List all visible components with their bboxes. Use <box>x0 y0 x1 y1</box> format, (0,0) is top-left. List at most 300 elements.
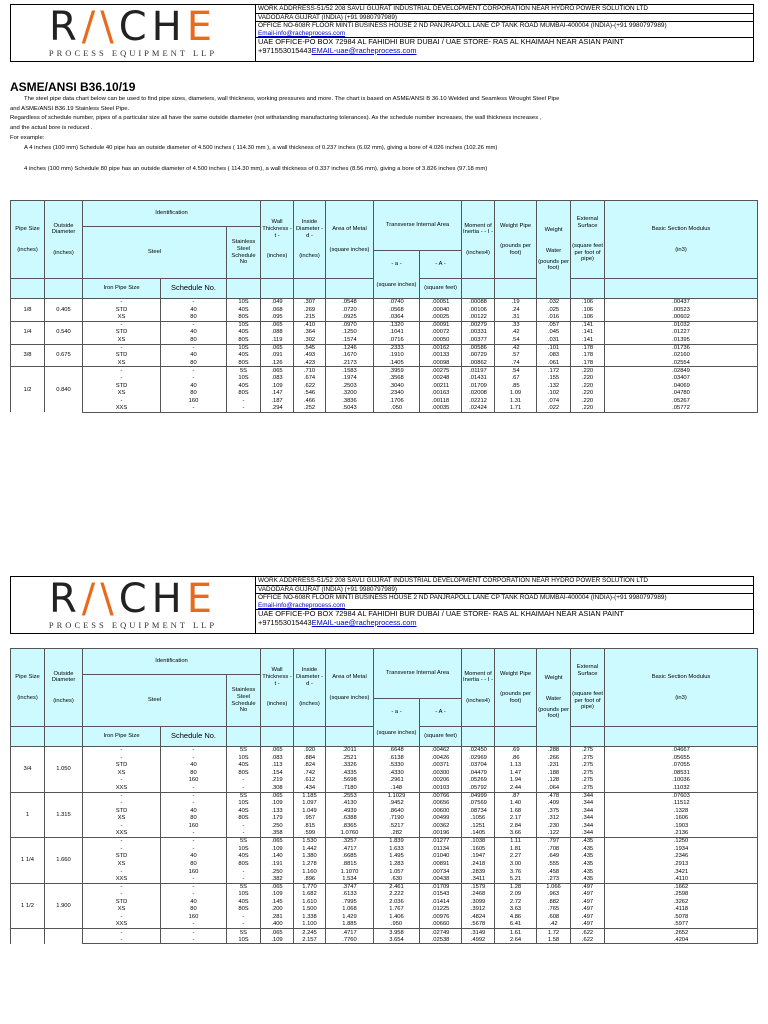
col-header-weight-pipe: Weight Pipe (pounds per foot) <box>495 649 537 727</box>
data-cell: 1.885 <box>326 921 374 929</box>
col-header-steel: Steel <box>83 227 227 279</box>
data-cell: .54 <box>495 336 537 344</box>
table-row <box>11 883 758 891</box>
data-cell: .252 <box>294 405 326 413</box>
data-cell: .00072 <box>420 329 462 337</box>
data-cell: .00103 <box>420 784 462 792</box>
data-cell: 2.245 <box>294 929 326 937</box>
data-cell: 1.530 <box>294 838 326 846</box>
data-cell: .2521 <box>326 754 374 762</box>
data-cell: .188 <box>537 769 571 777</box>
data-cell: - <box>161 344 227 352</box>
data-cell: STD <box>83 807 161 815</box>
data-cell: 6.41 <box>495 921 537 929</box>
data-cell: .03704 <box>462 762 495 770</box>
pipe-size-cell: 1 1/2 <box>11 883 45 929</box>
data-cell: .4939 <box>326 807 374 815</box>
table-row <box>11 777 758 785</box>
pipe-data-table-2 <box>10 648 758 944</box>
data-cell: .065 <box>261 321 294 329</box>
data-cell: .145 <box>261 898 294 906</box>
data-cell: .608 <box>537 914 571 922</box>
data-cell: STD <box>83 762 161 770</box>
data-cell: 1.495 <box>374 853 420 861</box>
data-cell: .649 <box>537 853 571 861</box>
data-cell: - <box>161 374 227 382</box>
table-row <box>11 397 758 405</box>
data-cell: .02424 <box>462 405 495 413</box>
data-cell: .3099 <box>462 898 495 906</box>
data-cell: .74 <box>495 359 537 367</box>
data-cell: .4717 <box>326 929 374 937</box>
data-cell: .435 <box>571 853 605 861</box>
data-cell: STD <box>83 352 161 360</box>
data-cell: 40S <box>227 853 261 861</box>
col-header-external: External Surface (square feet per foot of pipe) <box>571 201 605 279</box>
data-cell: .1405 <box>374 359 420 367</box>
data-cell: 1.31 <box>495 397 537 405</box>
data-cell: 2.84 <box>495 822 537 830</box>
col-header-schedule-no: Schedule No. <box>161 279 227 299</box>
table-row <box>11 329 758 337</box>
data-cell: .106 <box>571 306 605 314</box>
data-cell: - <box>227 777 261 785</box>
data-cell: .275 <box>571 777 605 785</box>
data-cell: .2173 <box>326 359 374 367</box>
data-cell: .742 <box>294 769 326 777</box>
intro-line: Regardless of schedule number, pipes of a particular size all have the same outside diameter (not withstanding manufacturing tolerances). As the schedule number increases, the wall thickness increases , <box>10 115 542 122</box>
data-cell: .00499 <box>420 815 462 823</box>
data-cell: 5S <box>227 883 261 891</box>
data-cell: - <box>227 921 261 929</box>
col-header-section: Basic Section Modulus (in3) <box>605 201 758 279</box>
data-cell: .4110 <box>605 876 758 884</box>
table-row <box>11 815 758 823</box>
data-cell: .01709 <box>462 382 495 390</box>
data-cell: 40S <box>227 898 261 906</box>
data-cell: .410 <box>294 321 326 329</box>
work-address: WORK ADDRRESS-51/52 208 SAVLI GUJRAT INDUSTRIAL DEVELOPMENT CORPORATION NEAR HYDRO POWER SOLUTION LTD <box>256 577 753 586</box>
pipe-size-cell: 3/4 <box>11 747 45 793</box>
intro-line: The steel pipe data chart below can be used to find pipe sizes, diameters, wall thickness, working pressures and more. The chart is based on ASME/ANSI B 36.10 Welded and Seamless Wrought Steel Pipe <box>24 96 560 102</box>
data-cell: XS <box>83 314 161 322</box>
data-cell: .2340 <box>374 390 420 398</box>
table-row <box>11 382 758 390</box>
data-cell: .00118 <box>420 397 462 405</box>
data-cell: .435 <box>571 845 605 853</box>
data-cell: .1579 <box>462 883 495 891</box>
data-cell: .01032 <box>605 321 758 329</box>
data-cell: .133 <box>261 807 294 815</box>
intro-line: For example: <box>10 134 45 141</box>
data-cell: - <box>161 876 227 884</box>
data-cell: .220 <box>571 367 605 375</box>
data-cell: .400 <box>261 921 294 929</box>
data-cell: 2.09 <box>495 891 537 899</box>
data-cell: .294 <box>261 405 294 413</box>
data-cell: XXS <box>83 405 161 413</box>
data-cell: .065 <box>261 883 294 891</box>
col-header-area-blank <box>326 727 374 747</box>
data-cell: .00248 <box>420 374 462 382</box>
data-cell: .07055 <box>605 762 758 770</box>
data-cell: .178 <box>571 344 605 352</box>
data-cell: .882 <box>537 898 571 906</box>
data-cell: .67 <box>495 374 537 382</box>
data-cell: .00976 <box>420 914 462 922</box>
data-cell: .220 <box>571 382 605 390</box>
data-cell: - <box>161 838 227 846</box>
data-cell: .497 <box>571 906 605 914</box>
col-header-weight-pipe-blank <box>495 727 537 747</box>
address-block <box>256 5 753 61</box>
table-row <box>11 838 758 846</box>
logo-tagline: PROCESS EQUIPMENT LLP <box>48 48 218 58</box>
data-cell: 40 <box>161 306 227 314</box>
data-cell: .061 <box>537 359 571 367</box>
data-cell: .622 <box>571 929 605 937</box>
data-cell: .064 <box>537 784 571 792</box>
data-cell: .493 <box>294 352 326 360</box>
data-cell: XS <box>83 906 161 914</box>
col-header-stainless: Stainless Steel Schedule No <box>227 675 261 727</box>
data-cell: .1583 <box>326 367 374 375</box>
data-cell: 160 <box>161 914 227 922</box>
email-link[interactable]: Email-info@racheprocess.com <box>258 29 346 37</box>
data-cell: .275 <box>571 747 605 755</box>
data-cell: .04667 <box>605 747 758 755</box>
data-cell: .1934 <box>605 845 758 853</box>
intro-text <box>10 95 755 175</box>
address-block <box>256 577 753 633</box>
data-cell: .3040 <box>374 382 420 390</box>
data-cell: .04999 <box>462 792 495 800</box>
logo-wordmark: R/\CHE <box>48 4 218 50</box>
data-cell: 40 <box>161 329 227 337</box>
col-header-wall-blank <box>261 727 294 747</box>
data-cell: 40 <box>161 853 227 861</box>
data-cell: .308 <box>261 784 294 792</box>
data-cell: .957 <box>294 815 326 823</box>
data-cell: .231 <box>537 762 571 770</box>
data-cell: .00040 <box>420 306 462 314</box>
data-cell: XS <box>83 769 161 777</box>
data-cell: .02008 <box>462 390 495 398</box>
data-cell: .200 <box>261 906 294 914</box>
data-cell: .57 <box>495 352 537 360</box>
col-header-inside: Inside Diameter - d - (inches) <box>294 649 326 727</box>
data-cell: 1.057 <box>374 868 420 876</box>
uae-email-link[interactable]: EMAIL-uae@racheprocess.com <box>311 45 417 55</box>
data-cell: .1328 <box>605 807 758 815</box>
data-cell: .00656 <box>420 800 462 808</box>
table-row <box>11 405 758 413</box>
data-cell: .7995 <box>326 898 374 906</box>
data-cell: 40S <box>227 306 261 314</box>
table-row <box>11 853 758 861</box>
letterhead <box>10 4 754 62</box>
data-cell: .00362 <box>420 822 462 830</box>
data-cell: .2652 <box>605 929 758 937</box>
pipe-size-cell: 1/8 <box>11 299 45 322</box>
table-row <box>11 367 758 375</box>
data-cell: 40 <box>161 352 227 360</box>
data-cell: .00050 <box>420 336 462 344</box>
data-cell: 2.44 <box>495 784 537 792</box>
col-header-inside-blank <box>294 279 326 299</box>
data-cell: .5698 <box>326 777 374 785</box>
data-cell: .00098 <box>420 359 462 367</box>
data-cell: - <box>83 914 161 922</box>
data-cell: .555 <box>537 860 571 868</box>
data-cell: .00035 <box>420 405 462 413</box>
data-cell: - <box>227 868 261 876</box>
data-cell: .3747 <box>326 883 374 891</box>
data-cell: .04479 <box>462 769 495 777</box>
data-cell: .6685 <box>326 853 374 861</box>
data-cell: 1.40 <box>495 800 537 808</box>
data-cell: 80S <box>227 906 261 914</box>
data-cell: .4130 <box>326 800 374 808</box>
data-cell: .4335 <box>326 769 374 777</box>
data-cell: .307 <box>294 299 326 307</box>
data-cell: .220 <box>571 405 605 413</box>
data-cell: XXS <box>83 830 161 838</box>
data-cell: .141 <box>571 329 605 337</box>
data-cell: .2598 <box>605 891 758 899</box>
data-cell: 1.500 <box>294 906 326 914</box>
data-cell: .8365 <box>326 822 374 830</box>
data-cell: .07603 <box>605 792 758 800</box>
data-cell: .220 <box>571 390 605 398</box>
data-cell: .5977 <box>605 921 758 929</box>
pipe-size-cell <box>11 929 45 944</box>
data-cell: .00438 <box>420 876 462 884</box>
od-cell: 0.675 <box>45 344 83 367</box>
data-cell: .01431 <box>462 374 495 382</box>
col-header-od-blank <box>45 727 83 747</box>
data-cell: .140 <box>261 853 294 861</box>
data-cell: .2503 <box>326 382 374 390</box>
data-cell: 1.100 <box>294 921 326 929</box>
data-cell: 1.767 <box>374 906 420 914</box>
data-cell: .050 <box>374 405 420 413</box>
data-cell: 160 <box>161 868 227 876</box>
data-cell: .113 <box>261 762 294 770</box>
data-cell: .11512 <box>605 800 758 808</box>
col-header-inside: Inside Diameter - d - (inches) <box>294 201 326 279</box>
col-header-transverse: Transverse Internal Area <box>374 649 462 699</box>
data-cell: .3200 <box>326 390 374 398</box>
data-cell: .42 <box>537 921 571 929</box>
col-header-steel: Steel <box>83 675 227 727</box>
data-cell: .01414 <box>420 898 462 906</box>
col-header-a-small: - a - (square inches) <box>374 251 420 299</box>
data-cell: .00163 <box>420 390 462 398</box>
data-cell: - <box>83 754 161 762</box>
data-cell: XS <box>83 815 161 823</box>
example-2: 4 inches (100 mm) Schedule 80 pipe has an outside diameter of 4.500 inches ( 114.30 mm), a wall thickness of 0.337 inches (8.56 mm), giving a bore of 3.826 inches (97.18 mm) <box>24 166 488 173</box>
data-cell: .375 <box>537 807 571 815</box>
data-cell: .5043 <box>326 405 374 413</box>
data-cell: 1.097 <box>294 800 326 808</box>
data-cell: .091 <box>261 352 294 360</box>
data-cell: 5S <box>227 838 261 846</box>
data-cell: - <box>161 754 227 762</box>
data-cell: .1947 <box>462 853 495 861</box>
col-header-weight: Weight Water (pounds per foot) <box>537 649 571 747</box>
data-cell: 1.94 <box>495 777 537 785</box>
data-cell: 2.222 <box>374 891 420 899</box>
data-cell: 1.283 <box>374 860 420 868</box>
data-cell: .02212 <box>462 397 495 405</box>
data-cell: .220 <box>571 397 605 405</box>
data-cell: .31 <box>495 314 537 322</box>
data-cell: .344 <box>571 822 605 830</box>
data-cell: .02450 <box>462 747 495 755</box>
data-cell: 160 <box>161 397 227 405</box>
data-cell: 1.58 <box>537 936 571 944</box>
pipe-size-cell: 3/8 <box>11 344 45 367</box>
data-cell: .00734 <box>420 868 462 876</box>
data-cell: - <box>161 830 227 838</box>
data-cell: .102 <box>537 390 571 398</box>
data-cell: - <box>83 344 161 352</box>
data-cell: 2.27 <box>495 853 537 861</box>
col-header-moment-blank <box>462 727 495 747</box>
data-cell: .4118 <box>605 906 758 914</box>
data-cell: - <box>227 914 261 922</box>
table-row <box>11 321 758 329</box>
col-header-a-big: - A - <box>420 699 462 727</box>
data-cell: - <box>227 822 261 830</box>
data-cell: .275 <box>571 754 605 762</box>
data-cell: 10S <box>227 936 261 944</box>
data-cell: .2333 <box>374 344 420 352</box>
data-cell: .04069 <box>605 382 758 390</box>
data-cell: .178 <box>571 359 605 367</box>
data-cell: .141 <box>571 336 605 344</box>
data-cell: .016 <box>537 314 571 322</box>
data-cell: 1.442 <box>294 845 326 853</box>
data-cell: 1.71 <box>495 405 537 413</box>
data-cell: .33 <box>495 321 537 329</box>
data-cell: .54 <box>495 367 537 375</box>
data-cell: - <box>161 800 227 808</box>
data-cell: .4204 <box>605 936 758 944</box>
data-cell: .1041 <box>374 329 420 337</box>
data-cell: .85 <box>495 382 537 390</box>
data-cell: .068 <box>261 306 294 314</box>
data-cell: .950 <box>374 921 420 929</box>
data-cell: .0925 <box>326 314 374 322</box>
data-cell: .01040 <box>420 853 462 861</box>
data-cell: .6648 <box>374 747 420 755</box>
table-row <box>11 891 758 899</box>
data-cell: .03407 <box>605 374 758 382</box>
data-cell: 1.068 <box>326 906 374 914</box>
data-cell: - <box>83 838 161 846</box>
data-cell: .266 <box>537 754 571 762</box>
data-cell: .00051 <box>420 299 462 307</box>
data-cell: .6133 <box>326 891 374 899</box>
uae-email-link[interactable]: EMAIL-uae@racheprocess.com <box>311 617 417 627</box>
pipe-size-cell: 1/2 <box>11 367 45 413</box>
data-cell: .6138 <box>374 754 420 762</box>
data-cell: - <box>161 921 227 929</box>
col-header-moment: Moment of Inertia - - I - (inches4) <box>462 201 495 279</box>
od-cell: 1.900 <box>45 883 83 929</box>
data-cell: 1.682 <box>294 891 326 899</box>
data-cell: - <box>227 405 261 413</box>
data-cell: 40S <box>227 352 261 360</box>
table-row <box>11 390 758 398</box>
data-cell: .674 <box>294 374 326 382</box>
data-cell: .497 <box>571 914 605 922</box>
data-cell: .02538 <box>420 936 462 944</box>
data-cell: - <box>83 845 161 853</box>
data-cell: .288 <box>537 747 571 755</box>
data-cell: .364 <box>294 329 326 337</box>
data-cell: .101 <box>537 344 571 352</box>
data-cell: - <box>161 792 227 800</box>
col-header-weight: Weight Water (pounds per foot) <box>537 201 571 299</box>
col-header-moment: Moment of Inertia - - I - (inches4) <box>462 649 495 727</box>
data-cell: .545 <box>294 344 326 352</box>
table-row <box>11 822 758 830</box>
data-cell: - <box>161 891 227 899</box>
table-row <box>11 792 758 800</box>
data-cell: .172 <box>537 367 571 375</box>
data-cell: 1.68 <box>495 807 537 815</box>
email-link[interactable]: Email-info@racheprocess.com <box>258 601 346 609</box>
data-cell: .1662 <box>605 883 758 891</box>
data-cell: 1.839 <box>374 838 420 846</box>
data-cell: .083 <box>261 374 294 382</box>
data-cell: 2.461 <box>374 883 420 891</box>
data-cell: .435 <box>571 838 605 846</box>
letterhead-repeat <box>10 576 754 634</box>
data-cell: .155 <box>537 374 571 382</box>
data-cell: .02849 <box>605 367 758 375</box>
data-cell: 1.380 <box>294 853 326 861</box>
table-row <box>11 374 758 382</box>
data-cell: .5330 <box>374 762 420 770</box>
table-row <box>11 352 758 360</box>
col-header-external-blank <box>571 279 605 299</box>
data-cell: 80 <box>161 359 227 367</box>
data-cell: .7190 <box>374 815 420 823</box>
data-cell: .00331 <box>462 329 495 337</box>
data-cell: .00766 <box>420 792 462 800</box>
data-cell: .2468 <box>462 891 495 899</box>
data-cell: .00523 <box>605 306 758 314</box>
data-cell: .07569 <box>462 800 495 808</box>
data-cell: .065 <box>261 344 294 352</box>
data-cell: .179 <box>261 815 294 823</box>
data-cell: .1606 <box>605 815 758 823</box>
data-cell: 40 <box>161 762 227 770</box>
data-cell: .1605 <box>462 845 495 853</box>
data-cell: 80 <box>161 336 227 344</box>
data-cell: .5078 <box>605 914 758 922</box>
data-cell: 80 <box>161 860 227 868</box>
data-cell: .00426 <box>420 754 462 762</box>
office-address: OFFICE NO-608R FLOOR MINTI BUSINESS HOUSE 2 ND PANJRAPOLL LANE CP TANK ROAD MUMBAI-400004 (INDIA)-(+91 9980797989) Email-info@racheprocess.com <box>256 594 753 610</box>
data-cell: .00602 <box>605 314 758 322</box>
data-cell: .215 <box>294 314 326 322</box>
intro-line: and ASME/ANSI B36.19 Stainless Steel Pipe. <box>10 105 130 112</box>
